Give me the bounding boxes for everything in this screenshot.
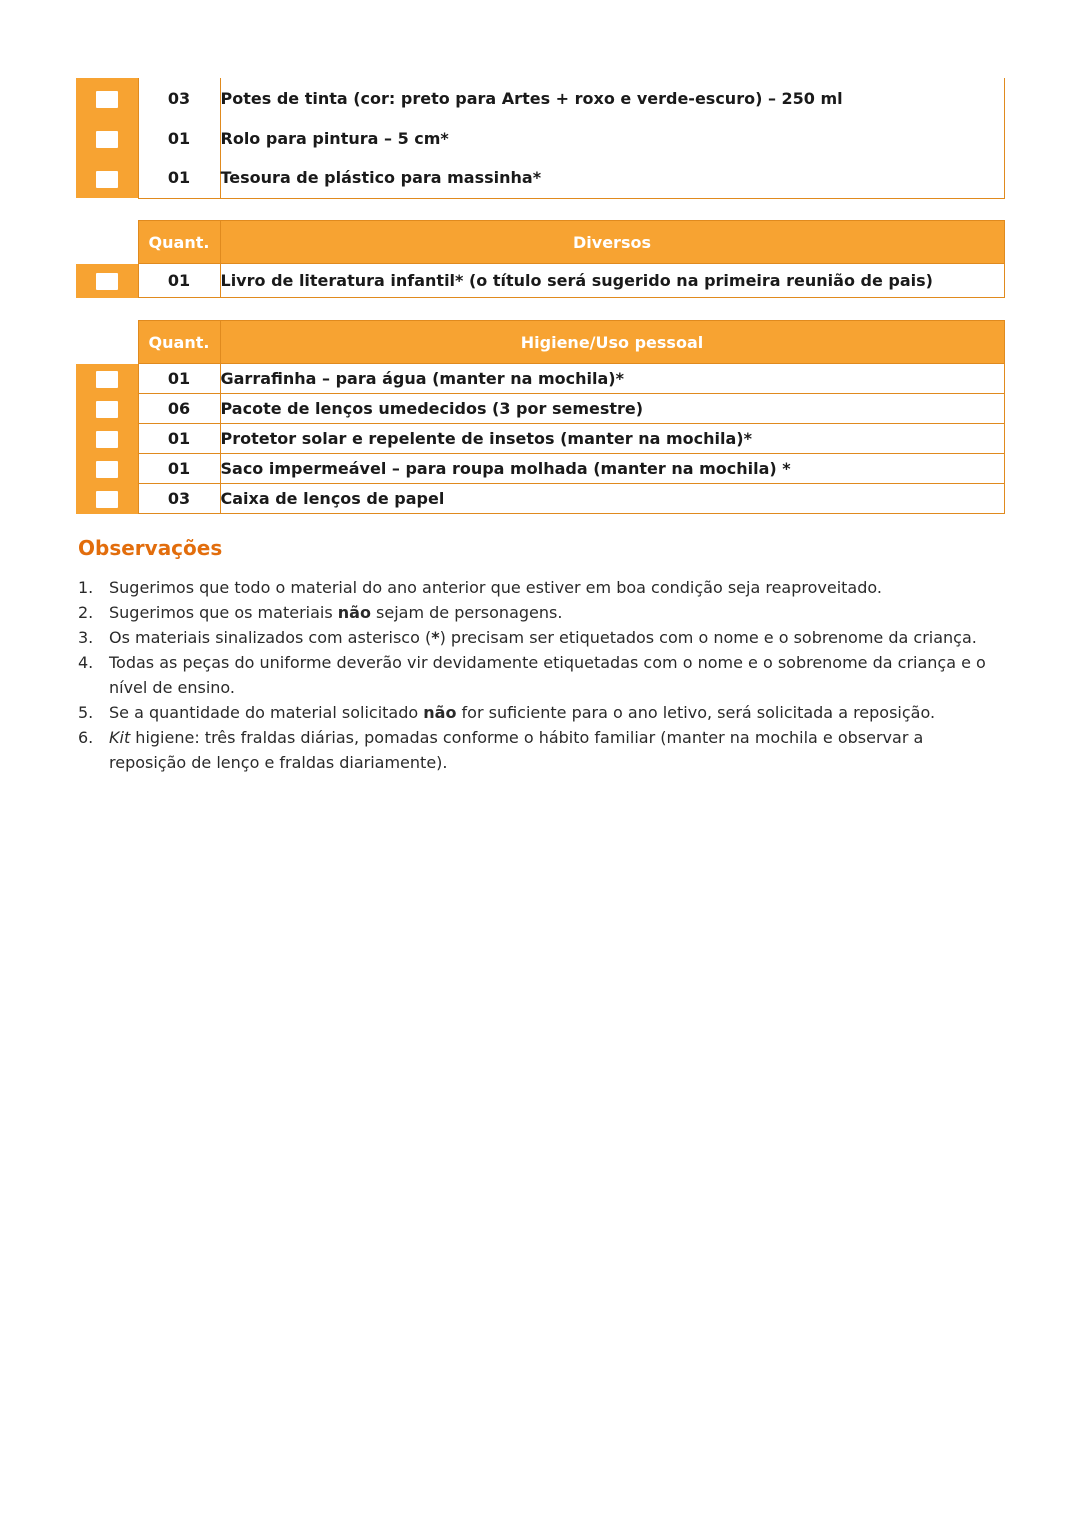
checkbox-cell[interactable] bbox=[76, 158, 138, 198]
table-row bbox=[76, 484, 1004, 514]
checkbox[interactable] bbox=[96, 491, 118, 508]
observation-emphasis: não bbox=[423, 703, 457, 722]
checkbox-cell[interactable] bbox=[76, 484, 138, 514]
observation-text: Todas as peças do uniforme deverão vir devidamente etiquetadas com o nome e o sobrenome da criança e o nível de ensino. bbox=[109, 653, 986, 697]
observation-text: Sugerimos que os materiais bbox=[109, 603, 338, 622]
quantity: 01 bbox=[138, 364, 220, 394]
quantity-header: Quant. bbox=[138, 321, 220, 364]
list-number: 3. bbox=[78, 628, 94, 647]
observations-list bbox=[76, 575, 1004, 775]
observation-text: ) precisam ser etiquetados com o nome e o sobrenome da criança. bbox=[439, 628, 977, 647]
quantity-header: Quant. bbox=[138, 221, 220, 264]
observation-emphasis: não bbox=[337, 603, 371, 622]
checkbox[interactable] bbox=[96, 131, 118, 148]
quantity: 03 bbox=[138, 78, 220, 118]
checkbox-cell[interactable] bbox=[76, 454, 138, 484]
item-description: Saco impermeável – para roupa molhada (manter na mochila) * bbox=[220, 454, 1004, 484]
section-title: Higiene/Uso pessoal bbox=[220, 321, 1004, 364]
art-materials-table bbox=[76, 78, 1005, 199]
quantity: 01 bbox=[138, 118, 220, 158]
item-description: Pacote de lenços umedecidos (3 por semestre) bbox=[220, 394, 1004, 424]
higiene-table bbox=[76, 320, 1005, 514]
checkbox[interactable] bbox=[96, 431, 118, 448]
observation-text: for suficiente para o ano letivo, será solicitada a reposição. bbox=[456, 703, 936, 722]
observation-text: higiene: três fraldas diárias, pomadas conforme o hábito familiar (manter na mochila e observar a reposição de lenço e fraldas diariamente). bbox=[109, 728, 924, 772]
table-header bbox=[76, 321, 1004, 364]
list-number: 4. bbox=[78, 653, 94, 672]
checkbox-cell[interactable] bbox=[76, 118, 138, 158]
observation-emphasis: * bbox=[431, 628, 440, 647]
list-item bbox=[76, 600, 1004, 625]
item-description: Rolo para pintura – 5 cm* bbox=[220, 118, 1004, 158]
item-description: Tesoura de plástico para massinha* bbox=[220, 158, 1004, 198]
observation-italic: Kit bbox=[109, 728, 131, 747]
observation-text: sejam de personagens. bbox=[370, 603, 563, 622]
list-number: 6. bbox=[78, 728, 94, 747]
quantity: 06 bbox=[138, 394, 220, 424]
checkbox-cell[interactable] bbox=[76, 364, 138, 394]
item-description: Garrafinha – para água (manter na mochila)* bbox=[220, 364, 1004, 394]
observation-text: Se a quantidade do material solicitado bbox=[109, 703, 424, 722]
checkbox[interactable] bbox=[96, 371, 118, 388]
section-title: Diversos bbox=[220, 221, 1004, 264]
list-item bbox=[76, 575, 1004, 600]
quantity: 01 bbox=[138, 424, 220, 454]
table-row bbox=[76, 424, 1004, 454]
list-item bbox=[76, 725, 1004, 775]
diversos-table bbox=[76, 220, 1005, 298]
table-row bbox=[76, 364, 1004, 394]
table-row bbox=[76, 158, 1004, 198]
quantity: 03 bbox=[138, 484, 220, 514]
quantity: 01 bbox=[138, 454, 220, 484]
checkbox-cell[interactable] bbox=[76, 78, 138, 118]
observation-text: Sugerimos que todo o material do ano anterior que estiver em boa condição seja reaproveitado. bbox=[109, 578, 882, 597]
list-number: 5. bbox=[78, 703, 94, 722]
list-item bbox=[76, 625, 1004, 650]
quantity: 01 bbox=[138, 264, 220, 298]
checkbox[interactable] bbox=[96, 461, 118, 478]
item-description: Caixa de lenços de papel bbox=[220, 484, 1004, 514]
checkbox-cell[interactable] bbox=[76, 424, 138, 454]
observations-title: Observações bbox=[78, 536, 223, 560]
table-row bbox=[76, 394, 1004, 424]
table-row bbox=[76, 454, 1004, 484]
observation-text: Os materiais sinalizados com asterisco ( bbox=[109, 628, 432, 647]
list-item bbox=[76, 700, 1004, 725]
table-row bbox=[76, 118, 1004, 158]
list-item bbox=[76, 650, 1004, 700]
checkbox[interactable] bbox=[96, 273, 118, 290]
checkbox[interactable] bbox=[96, 91, 118, 108]
item-description: Livro de literatura infantil* (o título será sugerido na primeira reunião de pais) bbox=[220, 264, 1004, 298]
table-row bbox=[76, 264, 1004, 298]
item-description: Potes de tinta (cor: preto para Artes + roxo e verde-escuro) – 250 ml bbox=[220, 78, 1004, 118]
quantity: 01 bbox=[138, 158, 220, 198]
checkbox-cell[interactable] bbox=[76, 264, 138, 298]
list-number: 1. bbox=[78, 578, 94, 597]
checkbox[interactable] bbox=[96, 401, 118, 418]
item-description: Protetor solar e repelente de insetos (manter na mochila)* bbox=[220, 424, 1004, 454]
checkbox-cell[interactable] bbox=[76, 394, 138, 424]
checkbox[interactable] bbox=[96, 171, 118, 188]
list-number: 2. bbox=[78, 603, 94, 622]
table-row bbox=[76, 78, 1004, 118]
table-header bbox=[76, 221, 1004, 264]
